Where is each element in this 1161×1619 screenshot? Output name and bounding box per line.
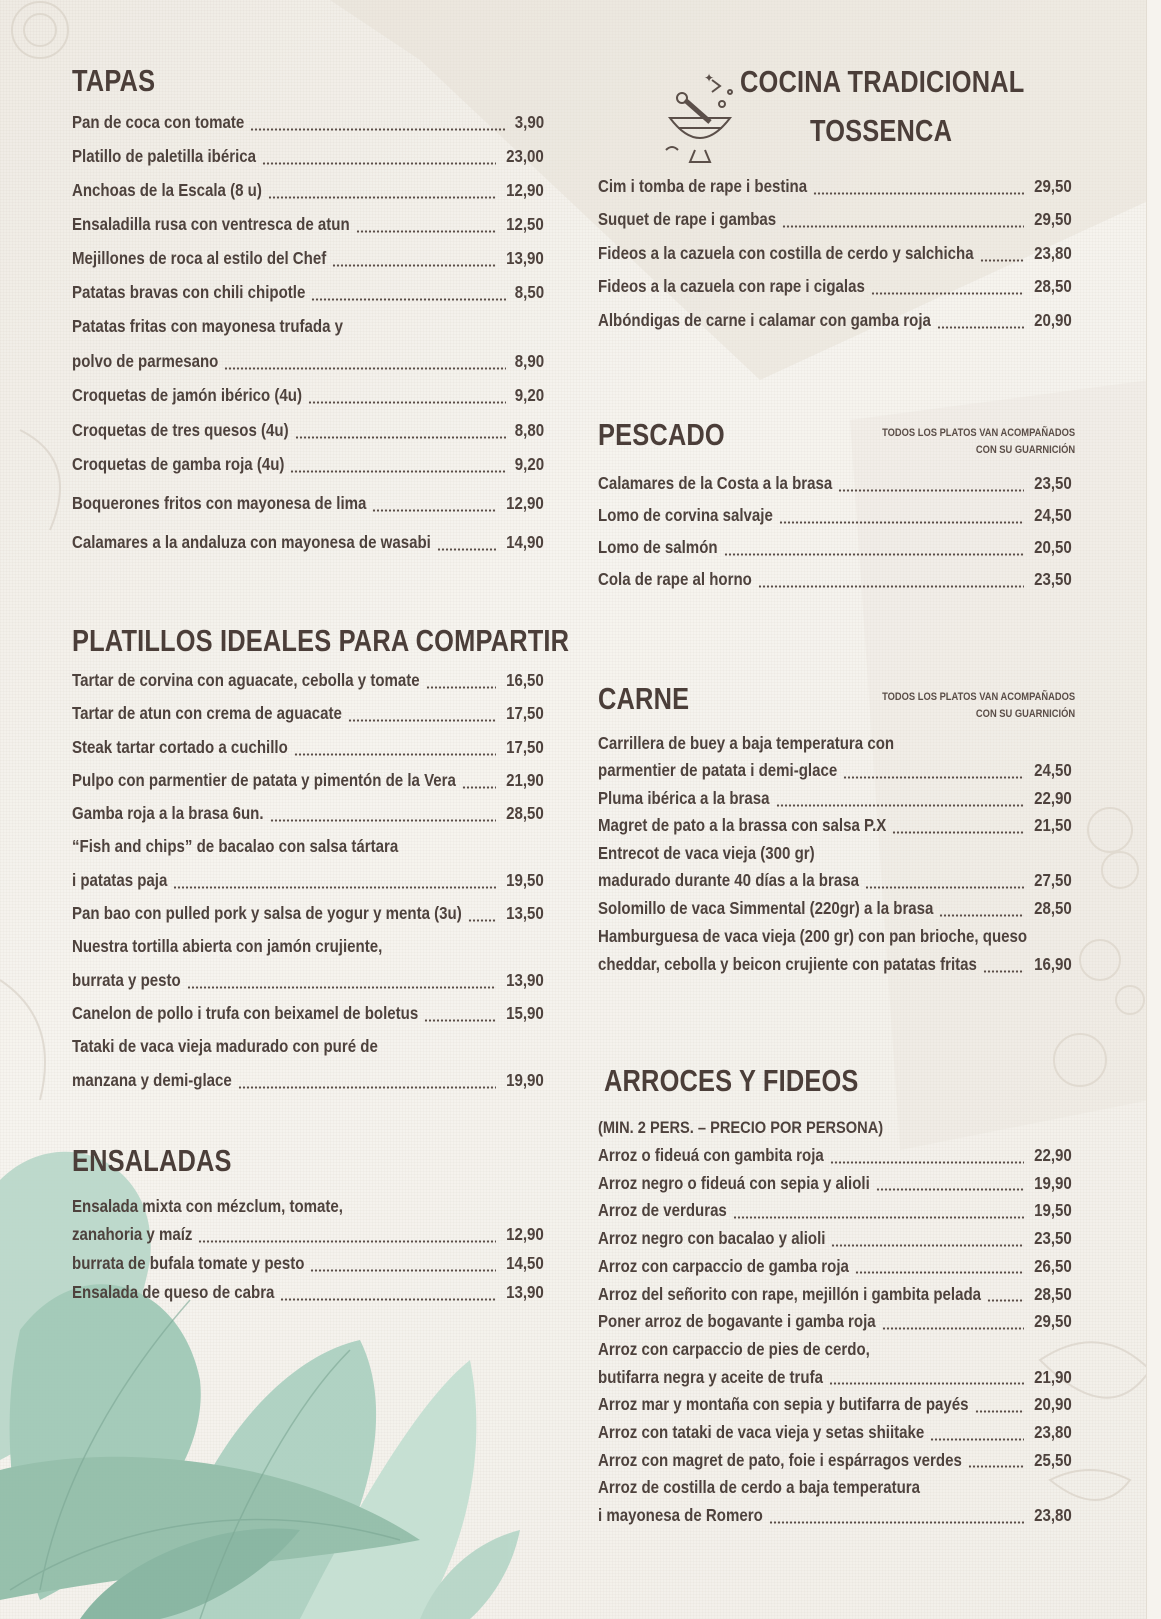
dot-leader	[865, 886, 1024, 889]
menu-item	[598, 1145, 1072, 1169]
menu-item-name: Arroz del señorito con rape, mejillón i gambita pelada	[598, 1283, 982, 1304]
dot-leader	[348, 719, 496, 722]
dot-leader	[426, 686, 497, 689]
page-edge	[1146, 0, 1161, 1619]
menu-item	[72, 1282, 544, 1306]
menu-item-name: Arroz con magret de pato, foie i espárragos verdes	[598, 1449, 962, 1470]
menu-item-name: Mejillones de roca al estilo del Chef	[72, 248, 327, 268]
dot-leader	[813, 192, 1024, 195]
menu-item-price: 15,90	[506, 1003, 544, 1023]
menu-item-name: burrata y pesto	[72, 970, 181, 990]
menu-item-name: Boquerones fritos con mayonesa de lima	[72, 493, 367, 513]
menu-item	[72, 903, 544, 927]
menu-item	[72, 214, 544, 238]
menu-item	[72, 1253, 544, 1277]
menu-item-name: Tartar de atun con crema de aguacate	[72, 703, 342, 723]
menu-item-name: Pulpo con parmentier de patata y pimentón de la Vera	[72, 770, 456, 790]
menu-item-name: Poner arroz de bogavante i gamba roja	[598, 1311, 876, 1332]
menu-item-name: Pluma ibérica a la brasa	[598, 788, 770, 808]
menu-item-name: Carrillera de buey a baja temperatura con	[598, 733, 895, 753]
dot-leader	[173, 886, 496, 889]
menu-item-price: 20,90	[1034, 310, 1072, 330]
menu-item-name: Croquetas de tres quesos (4u)	[72, 420, 289, 440]
menu-item	[598, 209, 1072, 233]
dot-leader	[462, 786, 496, 789]
menu-item-price: 28,50	[1034, 1283, 1072, 1304]
menu-item-price: 19,90	[1034, 1172, 1072, 1193]
dot-leader	[295, 436, 506, 439]
menu-item-name: Croquetas de jamón ibérico (4u)	[72, 385, 302, 405]
mortar-pestle-icon	[660, 70, 740, 165]
menu-item-price: 29,50	[1034, 209, 1072, 229]
dot-leader	[779, 521, 1024, 524]
menu-item-price: 26,50	[1034, 1255, 1072, 1276]
dot-leader	[250, 128, 506, 131]
menu-item-name: Cola de rape al horno	[598, 569, 752, 589]
menu-item-price: 23,50	[1034, 1228, 1072, 1249]
menu-item	[598, 569, 1072, 593]
dot-leader	[308, 401, 506, 404]
dot-leader	[224, 367, 506, 370]
menu-item-name: Arroz negro o fideuá con sepia y alioli	[598, 1172, 870, 1193]
menu-item-name: Arroz con tataki de vaca vieja y setas shiitake	[598, 1422, 925, 1442]
carne-note	[882, 689, 1075, 723]
menu-item-name: Arroz o fideuá con gambita roja	[598, 1145, 824, 1165]
menu-item-price: 19,50	[506, 870, 544, 890]
menu-item	[598, 537, 1072, 561]
menu-item-price: 22,90	[1034, 788, 1072, 808]
menu-item	[72, 146, 544, 170]
menu-item-name: Nuestra tortilla abierta con jamón crujiente,	[72, 936, 383, 956]
menu-item	[598, 1311, 1072, 1335]
menu-item	[72, 316, 544, 340]
dot-leader	[838, 489, 1024, 492]
menu-item	[72, 532, 544, 556]
dot-leader	[939, 914, 1024, 917]
menu-item	[598, 760, 1072, 784]
dot-leader	[724, 553, 1025, 556]
menu-item-name: i patatas paja	[72, 870, 168, 890]
dot-leader	[294, 753, 496, 756]
menu-item	[72, 454, 544, 478]
menu-item-price: 14,50	[506, 1253, 544, 1273]
menu-item	[72, 493, 544, 517]
menu-item	[598, 788, 1072, 812]
menu-item-name: Pan de coca con tomate	[72, 112, 245, 132]
menu-item-price: 9,20	[514, 385, 544, 405]
menu-item	[598, 1505, 1072, 1529]
menu-item-price: 27,50	[1034, 870, 1072, 890]
menu-item-price: 29,50	[1034, 176, 1072, 196]
dot-leader	[198, 1240, 496, 1243]
menu-item-price: 13,90	[506, 1282, 544, 1302]
arroces-title: ARROCES Y FIDEOS	[604, 1063, 859, 1098]
menu-item-price: 3,90	[514, 112, 544, 132]
menu-item-price: 16,50	[506, 670, 544, 690]
cocina-title-line1: COCINA TRADICIONAL	[740, 64, 1025, 99]
menu-item-price: 29,50	[1034, 1311, 1072, 1332]
menu-item-name: manzana y demi-glace	[72, 1070, 232, 1090]
dot-leader	[280, 1298, 496, 1301]
menu-item	[72, 737, 544, 761]
dot-leader	[937, 326, 1024, 329]
dot-leader	[733, 1216, 1024, 1219]
dot-leader	[356, 230, 497, 233]
menu-item	[598, 243, 1072, 267]
dot-leader	[987, 1299, 1024, 1302]
menu-item	[598, 1367, 1072, 1391]
menu-item-name: Steak tartar cortado a cuchillo	[72, 737, 288, 757]
menu-item	[598, 1200, 1072, 1224]
dot-leader	[968, 1465, 1024, 1468]
menu-item	[72, 1196, 544, 1220]
menu-item-name: Anchoas de la Escala (8 u)	[72, 180, 262, 200]
menu-item-name: Albóndigas de carne i calamar con gamba roja	[598, 310, 931, 330]
menu-item-price: 9,20	[514, 454, 544, 474]
menu-item-name: Gamba roja a la brasa 6un.	[72, 803, 264, 823]
menu-item-price: 21,90	[506, 770, 544, 790]
menu-item-price: 14,90	[506, 532, 544, 552]
menu-item-name: Cim i tomba de rape i bestina	[598, 176, 808, 196]
menu-item-price: 12,50	[506, 214, 544, 234]
dot-leader	[332, 264, 496, 267]
menu-item-name: Solomillo de vaca Simmental (220gr) a la brasa	[598, 898, 934, 918]
menu-item-name: Croquetas de gamba roja (4u)	[72, 454, 285, 474]
menu-item-name: Patatas fritas con mayonesa trufada y	[72, 316, 344, 336]
dot-leader	[980, 259, 1025, 262]
menu-item	[72, 1070, 544, 1094]
menu-item-name: Pan bao con pulled pork y salsa de yogur y menta (3u)	[72, 903, 462, 923]
cocina-title-line2: TOSSENCA	[810, 113, 953, 148]
menu-item-price: 19,50	[1034, 1200, 1072, 1221]
menu-item-name: Arroz mar y montaña con sepia y butifarra de payés	[598, 1394, 969, 1415]
menu-item	[72, 970, 544, 994]
menu-item	[72, 770, 544, 794]
menu-item	[598, 1339, 1072, 1363]
dot-leader	[238, 1086, 496, 1089]
menu-item-name: Arroz negro con bacalao y alioli	[598, 1228, 826, 1249]
menu-item-price: 8,50	[514, 282, 544, 302]
menu-item-price: 24,50	[1034, 760, 1072, 780]
menu-item-price: 23,50	[1034, 569, 1072, 589]
menu-item	[72, 703, 544, 727]
menu-item-price: 8,90	[514, 351, 544, 371]
menu-item-name: butifarra negra y aceite de trufa	[598, 1366, 823, 1387]
menu-item-name: Platillo de paletilla ibérica	[72, 146, 257, 166]
menu-item	[598, 310, 1072, 334]
menu-item-name: burrata de bufala tomate y pesto	[72, 1253, 305, 1273]
menu-item-price: 21,50	[1034, 815, 1072, 835]
menu-item-name: Arroz de verduras	[598, 1200, 727, 1221]
menu-item-name: Calamares a la andaluza con mayonesa de wasabi	[72, 532, 431, 552]
menu-item-name: Magret de pato a la brassa con salsa P.X	[598, 815, 887, 835]
menu-item	[72, 1003, 544, 1027]
dot-leader	[829, 1382, 1024, 1385]
dot-leader	[776, 804, 1025, 807]
menu-item-name: Patatas bravas con chili chipotle	[72, 282, 306, 302]
pescado-note-line1: TODOS LOS PLATOS VAN ACOMPAÑADOS	[881, 427, 1075, 439]
dot-leader	[187, 986, 496, 989]
pescado-note	[882, 425, 1075, 459]
dot-leader	[290, 470, 506, 473]
menu-item	[72, 351, 544, 375]
menu-item-name: polvo de parmesano	[72, 351, 219, 371]
menu-item-name: Tataki de vaca vieja madurado con puré de	[72, 1036, 378, 1056]
menu-item	[598, 1477, 1072, 1501]
menu-item-name: Arroz con carpaccio de pies de cerdo,	[598, 1338, 870, 1359]
menu-item-name: Suquet de rape i gambas	[598, 209, 777, 229]
menu-item	[72, 1036, 544, 1060]
menu-item	[598, 898, 1072, 922]
dot-leader	[468, 919, 496, 922]
menu-item	[598, 505, 1072, 529]
menu-item	[72, 385, 544, 409]
dot-leader	[769, 1521, 1024, 1524]
menu-item-name: cheddar, cebolla y beicon crujiente con patatas fritas	[598, 954, 977, 974]
menu-item-name: parmentier de patata i demi-glace	[598, 760, 838, 780]
dot-leader	[876, 1188, 1024, 1191]
menu-item	[598, 843, 1072, 867]
menu-item	[72, 803, 544, 827]
menu-item-price: 23,50	[1034, 473, 1072, 493]
menu-item	[598, 926, 1072, 950]
menu-item	[598, 1256, 1072, 1280]
menu-item-name: Ensaladilla rusa con ventresca de atun	[72, 214, 350, 234]
dot-leader	[983, 970, 1024, 973]
menu-item-price: 23,80	[1034, 1505, 1072, 1526]
menu-item-price: 13,90	[506, 970, 544, 990]
menu-item-price: 20,50	[1034, 537, 1072, 557]
menu-item-price: 16,90	[1034, 954, 1072, 974]
menu-item	[598, 1173, 1072, 1197]
menu-item	[72, 870, 544, 894]
menu-item-name: Ensalada mixta con mézclum, tomate,	[72, 1196, 343, 1216]
menu-item-name: Lomo de salmón	[598, 537, 718, 557]
menu-item-price: 13,90	[506, 248, 544, 268]
menu-item-name: Fideos a la cazuela con rape i cigalas	[598, 276, 865, 296]
tapas-title: TAPAS	[72, 63, 156, 98]
menu-item-name: madurado durante 40 días a la brasa	[598, 870, 859, 890]
dot-leader	[830, 1161, 1024, 1164]
menu-item-price: 24,50	[1034, 505, 1072, 525]
menu-item-price: 21,90	[1034, 1366, 1072, 1387]
menu-item-price: 17,50	[506, 703, 544, 723]
menu-item	[598, 815, 1072, 839]
menu-item-name: Arroz con carpaccio de gamba roja	[598, 1255, 849, 1276]
menu-item-name: Arroz de costilla de cerdo a baja temperatura	[598, 1477, 921, 1498]
dot-leader	[758, 585, 1024, 588]
menu-item-price: 12,90	[506, 493, 544, 513]
dot-leader	[311, 298, 506, 301]
menu-item-name: zanahoria y maíz	[72, 1224, 193, 1244]
menu-item	[598, 1228, 1072, 1252]
menu-item-price: 19,90	[506, 1070, 544, 1090]
menu-item	[72, 420, 544, 444]
menu-item-price: 13,50	[506, 903, 544, 923]
menu-item-price: 8,80	[514, 420, 544, 440]
ensaladas-title: ENSALADAS	[72, 1143, 232, 1178]
menu-item-name: i mayonesa de Romero	[598, 1505, 763, 1526]
menu-item-price: 17,50	[506, 737, 544, 757]
dot-leader	[882, 1327, 1025, 1330]
dot-leader	[268, 196, 496, 199]
menu-item	[72, 248, 544, 272]
menu-item	[598, 176, 1072, 200]
dot-leader	[310, 1269, 496, 1272]
menu-item-price: 25,50	[1034, 1449, 1072, 1470]
pescado-title: PESCADO	[598, 417, 725, 452]
menu-item	[72, 670, 544, 694]
menu-item-price: 23,80	[1034, 1422, 1072, 1442]
menu-item	[598, 1450, 1072, 1474]
menu-item	[72, 112, 544, 136]
menu-item-name: Tartar de corvina con aguacate, cebolla y tomate	[72, 670, 420, 690]
menu-item	[72, 936, 544, 960]
dot-leader	[975, 1410, 1025, 1413]
arroces-subtitle: (MIN. 2 PERS. – PRECIO POR PERSONA)	[598, 1118, 884, 1137]
dot-leader	[372, 509, 496, 512]
menu-item	[598, 870, 1072, 894]
leaf-illustration	[0, 1152, 520, 1619]
menu-item-price: 28,50	[1034, 276, 1072, 296]
menu-item-price: 12,90	[506, 180, 544, 200]
dot-leader	[855, 1271, 1024, 1274]
menu-item-price: 22,90	[1034, 1145, 1072, 1165]
menu-item-price: 12,90	[506, 1224, 544, 1244]
svg-text:✦: ✦	[704, 71, 715, 85]
dot-leader	[262, 162, 496, 165]
menu-item	[598, 1422, 1072, 1446]
dot-leader	[270, 819, 497, 822]
dot-leader	[437, 548, 496, 551]
menu-item-name: Fideos a la cazuela con costilla de cerdo y salchicha	[598, 243, 974, 263]
dot-leader	[871, 292, 1024, 295]
menu-item	[598, 473, 1072, 497]
menu-item-price: 23,00	[506, 146, 544, 166]
menu-item-price: 28,50	[506, 803, 544, 823]
menu-item	[72, 1224, 544, 1248]
dot-leader	[930, 1438, 1024, 1441]
platillos-title: PLATILLOS IDEALES PARA COMPARTIR	[72, 623, 570, 658]
menu-item-name: Ensalada de queso de cabra	[72, 1282, 275, 1302]
dot-leader	[831, 1244, 1024, 1247]
menu-item-name: Canelon de pollo i trufa con beixamel de boletus	[72, 1003, 419, 1023]
menu-item-name: “Fish and chips” de bacalao con salsa tártara	[72, 836, 399, 856]
menu-item-name: Entrecot de vaca vieja (300 gr)	[598, 843, 815, 863]
menu-item-price: 20,90	[1034, 1394, 1072, 1415]
menu-item	[598, 1394, 1072, 1418]
menu-item	[72, 282, 544, 306]
menu-item	[598, 1284, 1072, 1308]
menu-item	[72, 836, 544, 860]
dot-leader	[424, 1019, 496, 1022]
dot-leader	[892, 831, 1024, 834]
dot-leader	[843, 776, 1024, 779]
menu-item	[598, 954, 1072, 978]
dot-leader	[782, 225, 1024, 228]
menu-item	[598, 733, 1072, 757]
menu-item-name: Lomo de corvina salvaje	[598, 505, 773, 525]
menu-item-name: Hamburguesa de vaca vieja (200 gr) con pan brioche, queso	[598, 926, 1028, 946]
carne-note-line1: TODOS LOS PLATOS VAN ACOMPAÑADOS	[881, 691, 1075, 703]
menu-item	[598, 276, 1072, 300]
menu-item-price: 28,50	[1034, 898, 1072, 918]
menu-item-name: Calamares de la Costa a la brasa	[598, 473, 833, 493]
carne-title: CARNE	[598, 681, 690, 716]
menu-item	[72, 180, 544, 204]
menu-item-price: 23,80	[1034, 243, 1072, 263]
carne-note-line2: CON SU GUARNICIÓN	[975, 708, 1075, 720]
pescado-note-line2: CON SU GUARNICIÓN	[975, 444, 1075, 456]
